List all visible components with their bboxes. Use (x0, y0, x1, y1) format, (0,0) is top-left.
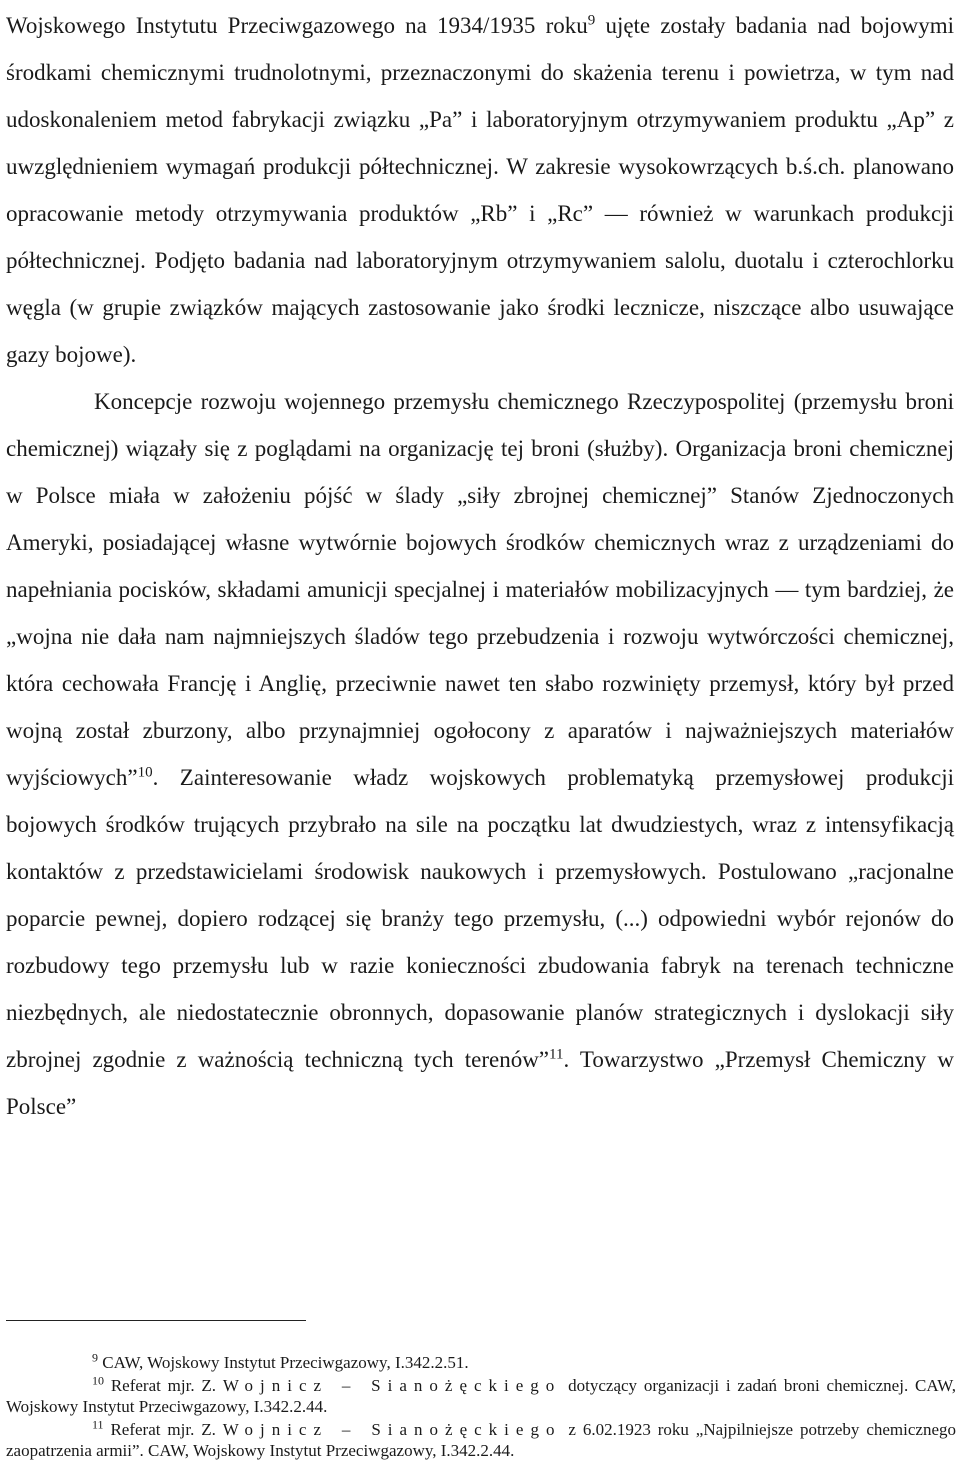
footnote-number: 9 (92, 1350, 98, 1365)
footnote-10 (6, 1375, 956, 1417)
footnote-text: CAW, Wojskowy Instytut Przeciwgazowy, I.342.2.51. (98, 1353, 469, 1372)
footnote-text: Referat mjr. Z. (103, 1420, 223, 1439)
paragraph-1 (6, 2, 954, 378)
paragraph-text: . Towarzystwo „Przemysł Chemiczny w Polsce” (6, 1047, 954, 1119)
paragraph-text: Koncepcje rozwoju wojennego przemysłu chemicznego Rzeczypospolitej (przemysłu broni chemicznej) wiązały się z poglądami na organizację tej broni (służby). Organizacja broni chemicznej w Polsce miała w założeniu pójść w ślady „siły zbrojnej chemicznej” Stanów Zjednoczonych Ameryki, posiadającej własne wytwórnie bojowych środków chemicznych wraz z urządzeniami do napełniania pocisków, składami amunicji specjalnej i materiałów mobilizacyjnych — tym bardziej, że „wojna nie dała nam najmniejszych śladów tego przebudzenia i rozwoju wytwórczości chemicznej, która cechowała Francję i Anglię, przeciwnie nawet ten słabo rozwinięty przemysł, który był przed wojną został zburzony, albo przynajmniej ogołocony z aparatów i najważniejszych materiałów wyjściowych” (6, 389, 954, 790)
paragraph-text: Wojskowego Instytutu Przeciwgazowego na 1934/1935 roku (6, 13, 588, 38)
footnote-9 (6, 1352, 956, 1373)
footnotes (6, 1352, 956, 1463)
footnote-ref-11[interactable]: 11 (549, 1046, 564, 1063)
paragraph-2 (6, 378, 954, 1130)
author-name-spaced: Wojnicz – Sianożęckiego (222, 1376, 562, 1395)
footnote-ref-9[interactable]: 9 (587, 12, 596, 29)
footnote-text: dotyczący organizacji i zadań broni chemicznej. CAW, Wojskowy Instytut Przeciwgazowy, I.342.2.44. (6, 1376, 956, 1416)
paragraph-text: ujęte zostały badania nad bojowymi środkami chemicznymi trudnolotnymi, przeznaczonymi do skażenia terenu i powietrza, w tym nad udoskonaleniem metod fabrykacji związku „Pa” i laboratoryjnym otrzymywaniem produktu „Ap” z uwzględnieniem wymagań produkcji półtechnicznej. W zakresie wysokowrzących b.ś.ch. planowano opracowanie metody otrzymywania produktów „Rb” i „Rc” — również w warunkach produkcji półtechnicznej. Podjęto badania nad laboratoryjnym otrzymywaniem salolu, duotalu i czterochlorku węgla (w grupie związków mających zastosowanie jako środki lecznicze, niszczące albo usuwające gazy bojowe). (6, 13, 954, 367)
footnote-text: z 6.02.1923 roku „Najpilniejsze potrzeby chemicznego zaopatrzenia armii”. CAW, Wojskowy Instytut Przeciwgazowy, I.342.2.44. (6, 1420, 956, 1460)
footnote-ref-10[interactable]: 10 (137, 764, 153, 781)
paragraph-text: . Zainteresowanie władz wojskowych problematyką przemysłowej produkcji bojowych środków trujących przybrało na sile na początku lat dwudziestych, wraz z intensyfikacją kontaktów z przedstawicielami środowisk naukowych i przemysłowych. Postulowano „racjonalne poparcie pewnej, dopiero rodzącej się branży tego przemysłu, (...) odpowiedni wybór rejonów do rozbudowy tego przemysłu lub w razie konieczności zbudowania fabryk na terenach techniczne niezbędnych, ale niedostatecznie obronnych, dopasowanie planów strategicznych i dyslokacji siły zbrojnej zgodnie z ważnością techniczną tych terenów” (6, 765, 954, 1072)
body-text (6, 2, 954, 1130)
footnote-number: 10 (92, 1373, 104, 1388)
footnote-number: 11 (92, 1417, 104, 1432)
footnote-text: Referat mjr. Z. (104, 1376, 223, 1395)
footnote-11 (6, 1419, 956, 1461)
author-name-spaced: Wojnicz – Sianożęckiego (222, 1420, 562, 1439)
footnote-separator (6, 1320, 306, 1321)
